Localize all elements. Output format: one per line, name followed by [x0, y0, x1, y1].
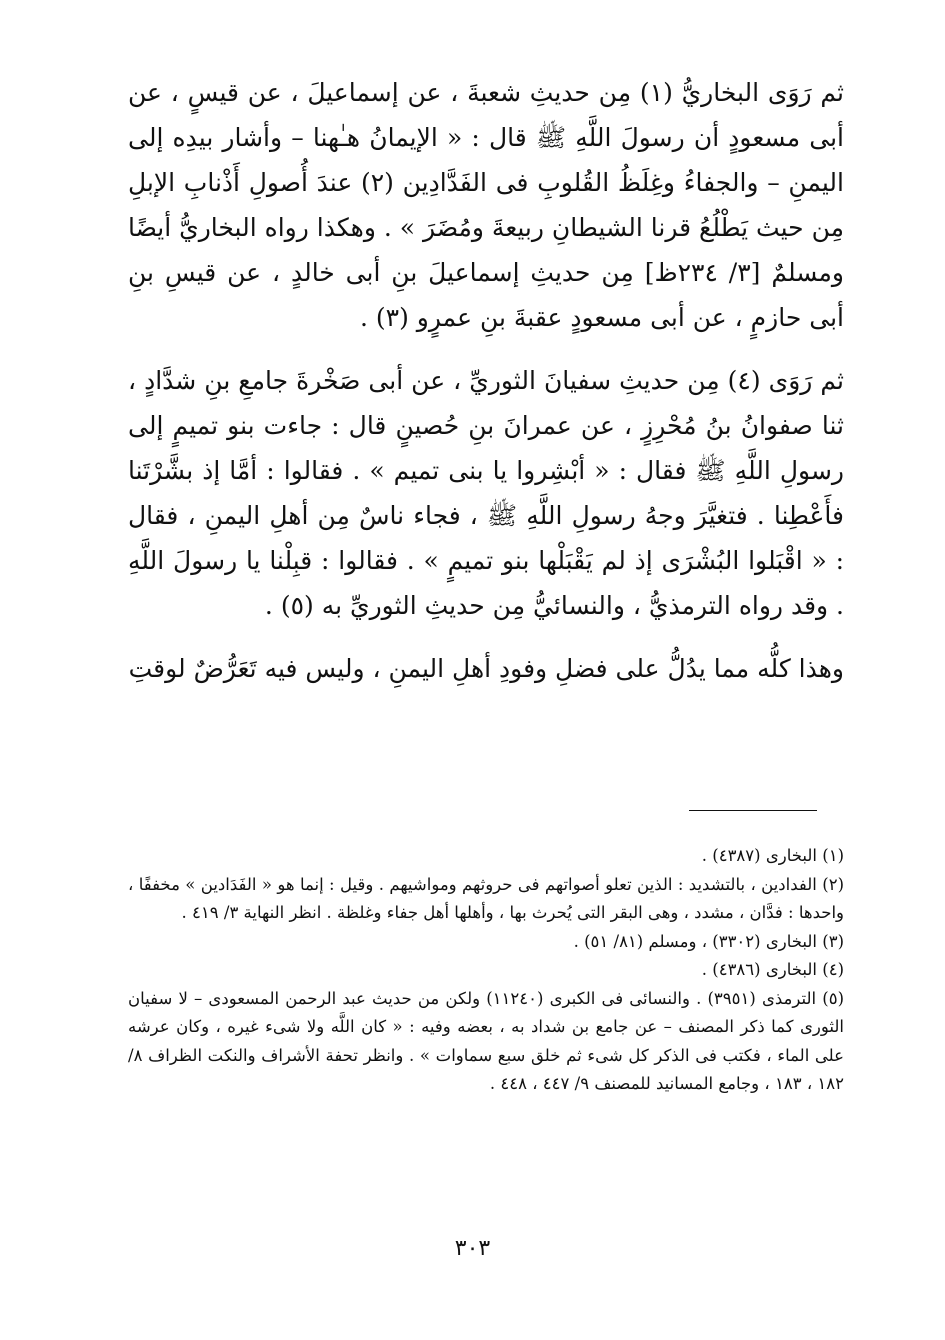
footnote-4: (٤) البخارى (٤٣٨٦) .	[701, 960, 844, 979]
body-paragraph-2: ثم رَوَى (٤) مِن حديثِ سفيانَ الثوريِّ ، عن أبى صَخْرةَ جامعِ بنِ شدَّادٍ ، ثنا صفوانُ بنُ مُحْرِزٍ ، عن عمرانَ بنِ حُصينٍ قال : جاءت بنو تميمٍ إلى رسولِ اللَّهِ ﷺ فقال : « أبْشِروا يا بنى تميم » . فقالوا : أمَّا إذ بشَّرْتَنا فأَعْطِنا . فتغيَّرَ وجهُ رسولِ اللَّهِ ﷺ ، فجاء ناسٌ مِن أهلِ اليمنِ ، فقال : « اقْبَلوا البُشْرَى إذ لم يَقْبَلْها بنو تميمٍ » . فقالوا : قبِلْنا يا رسولَ اللَّهِ . وقد رواه الترمذيُّ ، والنسائيُّ مِن حديثِ الثوريِّ به (٥) .	[128, 366, 844, 620]
footnote-5: (٥) الترمذى (٣٩٥١) . والنسائى فى الكبرى (١١٢٤٠) ولكن من حديث عبد الرحمن المسعودى – لا سفيان الثورى كما ذكر المصنف – عن جامع بن شداد به ، بعضه وفيه : « كان اللَّه ولا شىء غيره ، وكان عرشه على الماء ، فكتب فى الذكر كل شىء ثم خلق سبع سماوات » . وانظر تحفة الأشراف والنكت الظراف ٨/ ١٨٢ ، ١٨٣ ، وجامع المسانيد للمصنف ٩/ ٤٤٧ ، ٤٤٨ .	[128, 988, 844, 1093]
footnote-1: (١) البخارى (٤٣٨٧) .	[701, 846, 844, 865]
page-number: ٣٠٣	[454, 1236, 491, 1261]
footnote-2: (٢) الفدادين ، بالتشديد : الذين تعلو أصواتهم فى حروثهم ومواشيهم . وقيل : إنما هو « الفَدَادين » مخففًا ، واحدها : فدَّان ، مشدد ، وهى البقر التى يُحرث بها ، وأهلها أهل جفاء وغلظة . انظر النهاية ٣/ ٤١٩ .	[128, 874, 844, 922]
body-paragraph-3: وهذا كلُّه مما يدُلُّ على فضلِ وفودِ أهلِ اليمنِ ، وليس فيه تَعَرُّضٌ لوقتِ	[128, 654, 844, 683]
footnote-divider	[689, 810, 817, 811]
body-paragraph-1: ثم رَوَى البخاريُّ (١) مِن حديثِ شعبةَ ، عن إسماعيلَ ، عن قيسٍ ، عن أبى مسعودٍ أن رسولَ اللَّهِ ﷺ قال : « الإيمانُ هـٰهنا – وأشار بيدِه إلى اليمنِ – والجفاءُ وغِلَظُ القُلوبِ فى الفَدَّادِين (٢) عندَ أُصولِ أَذْنابِ الإبلِ مِن حيث يَطْلُعُ قرنا الشيطانِ ربيعةَ ومُضَرَ » . وهكذا رواه البخاريُّ أيضًا ومسلمٌ [٣/ ٢٣٤ظ] مِن حديثِ إسماعيلَ بنِ أبى خالدٍ ، عن قيسِ بنِ أبى حازمٍ ، عن أبى مسعودٍ عقبةَ بنِ عمرٍو (٣) .	[128, 78, 845, 332]
footnote-3: (٣) البخارى (٣٣٠٢) ، ومسلم (٨١/ ٥١) .	[573, 931, 844, 951]
footnotes	[128, 842, 844, 1099]
main-text	[128, 70, 844, 709]
